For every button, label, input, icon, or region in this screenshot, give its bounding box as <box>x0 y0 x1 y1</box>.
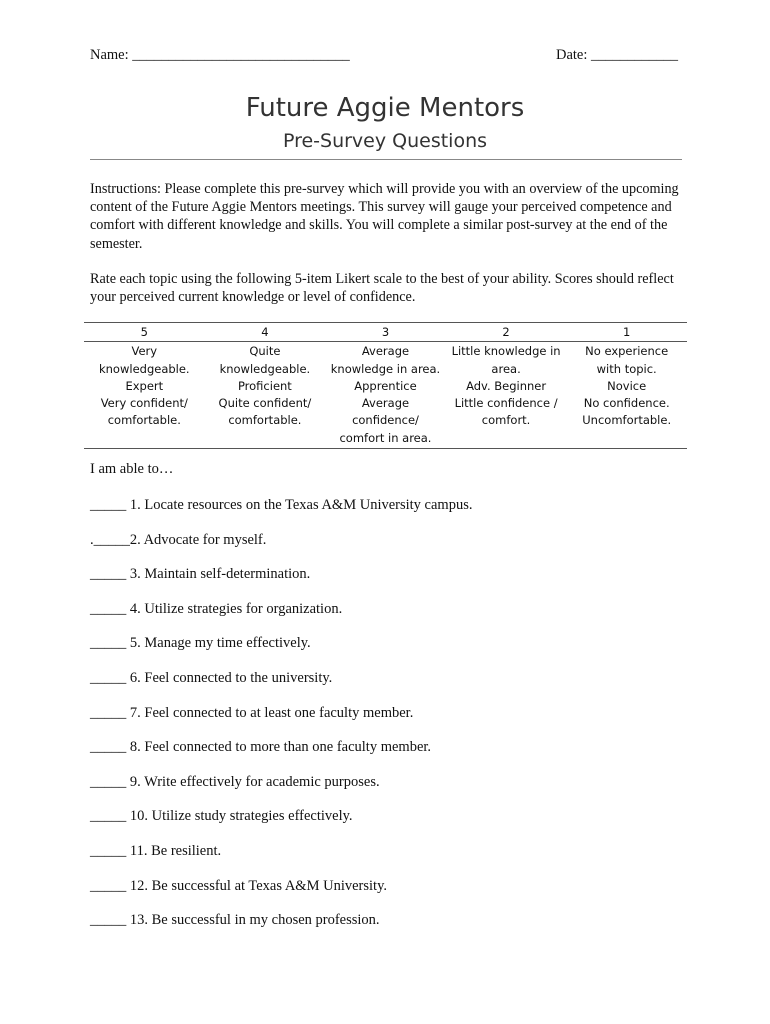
likert-line: comfort. <box>481 413 531 428</box>
likert-line: Proficient <box>237 378 292 393</box>
likert-line: area. <box>491 361 521 376</box>
likert-description <box>84 342 205 449</box>
likert-description <box>205 342 326 449</box>
likert-line: knowledgeable. <box>98 361 190 376</box>
likert-score: 1 <box>623 325 631 339</box>
survey-item[interactable]: _____ 6. Feel connected to the university. <box>90 669 333 686</box>
likert-line: Little knowledge in <box>451 344 561 359</box>
likert-line: Uncomfortable. <box>582 413 672 428</box>
likert-scale-table <box>84 322 687 449</box>
survey-item[interactable]: _____ 9. Write effectively for academic purposes. <box>90 773 380 790</box>
likert-score: 5 <box>140 325 148 339</box>
survey-item[interactable]: _____ 7. Feel connected to at least one faculty member. <box>90 704 414 721</box>
page-title: Future Aggie Mentors <box>245 93 525 123</box>
likert-description <box>446 342 567 449</box>
likert-line: Average <box>361 344 410 359</box>
likert-description-row <box>84 342 687 449</box>
able-intro: I am able to… <box>90 461 174 477</box>
likert-line: Apprentice <box>354 378 417 393</box>
likert-line: Little confidence / <box>454 396 558 411</box>
title-divider <box>90 159 682 160</box>
likert-score: 2 <box>502 325 510 339</box>
likert-line: Expert <box>125 378 164 393</box>
likert-line: No experience <box>585 344 669 359</box>
page-subtitle: Pre-Survey Questions <box>282 130 488 152</box>
likert-line: Very <box>131 344 158 359</box>
likert-line: No confidence. <box>583 396 670 411</box>
likert-line: Average <box>361 396 410 411</box>
likert-line: comfortable. <box>107 413 181 428</box>
survey-item[interactable]: _____ 13. Be successful in my chosen profession. <box>90 912 380 929</box>
likert-line: Quite confident/ <box>218 396 312 411</box>
likert-line: comfort in area. <box>339 430 432 445</box>
likert-line: Quite <box>249 344 281 359</box>
survey-items-list <box>90 496 690 946</box>
likert-score: 4 <box>261 325 269 339</box>
date-field[interactable]: Date: ____________ <box>555 47 678 63</box>
likert-description <box>325 342 446 449</box>
instructions-paragraph: Instructions: Please complete this pre-survey which will provide you with an overview of the upcoming content of the Future Aggie Mentors meetings. This survey will gauge your perceived competence and comfort with different knowledge and skills. You will complete a similar post-survey at the end of the semester. <box>90 181 679 252</box>
survey-item[interactable]: _____ 8. Feel connected to more than one faculty member. <box>90 739 432 756</box>
survey-item[interactable]: _____ 12. Be successful at Texas A&M University. <box>90 877 388 894</box>
rating-instruction-paragraph: Rate each topic using the following 5-item Likert scale to the best of your ability. Scores should reflect your perceived current knowledge or level of confidence. <box>90 271 674 306</box>
likert-line: Adv. Beginner <box>466 378 547 393</box>
survey-item[interactable]: _____ 3. Maintain self-determination. <box>90 566 311 583</box>
header-line <box>90 47 678 67</box>
likert-line: knowledge in area. <box>330 361 441 376</box>
survey-item[interactable]: ._____2. Advocate for myself. <box>90 531 267 548</box>
survey-item[interactable]: _____ 10. Utilize study strategies effectively. <box>90 808 353 825</box>
survey-item[interactable]: _____ 4. Utilize strategies for organization. <box>90 600 343 617</box>
likert-description <box>566 342 687 449</box>
survey-item[interactable]: _____ 5. Manage my time effectively. <box>90 635 311 652</box>
likert-line: comfortable. <box>228 413 302 428</box>
likert-line: Very confident/ <box>100 396 188 411</box>
survey-item[interactable]: _____ 11. Be resilient. <box>90 842 222 859</box>
survey-item[interactable]: _____ 1. Locate resources on the Texas A&M University campus. <box>90 497 473 513</box>
likert-line: with topic. <box>596 361 657 376</box>
likert-line: Novice <box>607 378 647 393</box>
likert-line: knowledgeable. <box>219 361 311 376</box>
likert-score: 3 <box>381 325 390 339</box>
likert-score-row <box>84 323 687 342</box>
name-field[interactable]: Name: ______________________________ <box>90 47 350 63</box>
likert-line: confidence/ <box>352 413 419 428</box>
